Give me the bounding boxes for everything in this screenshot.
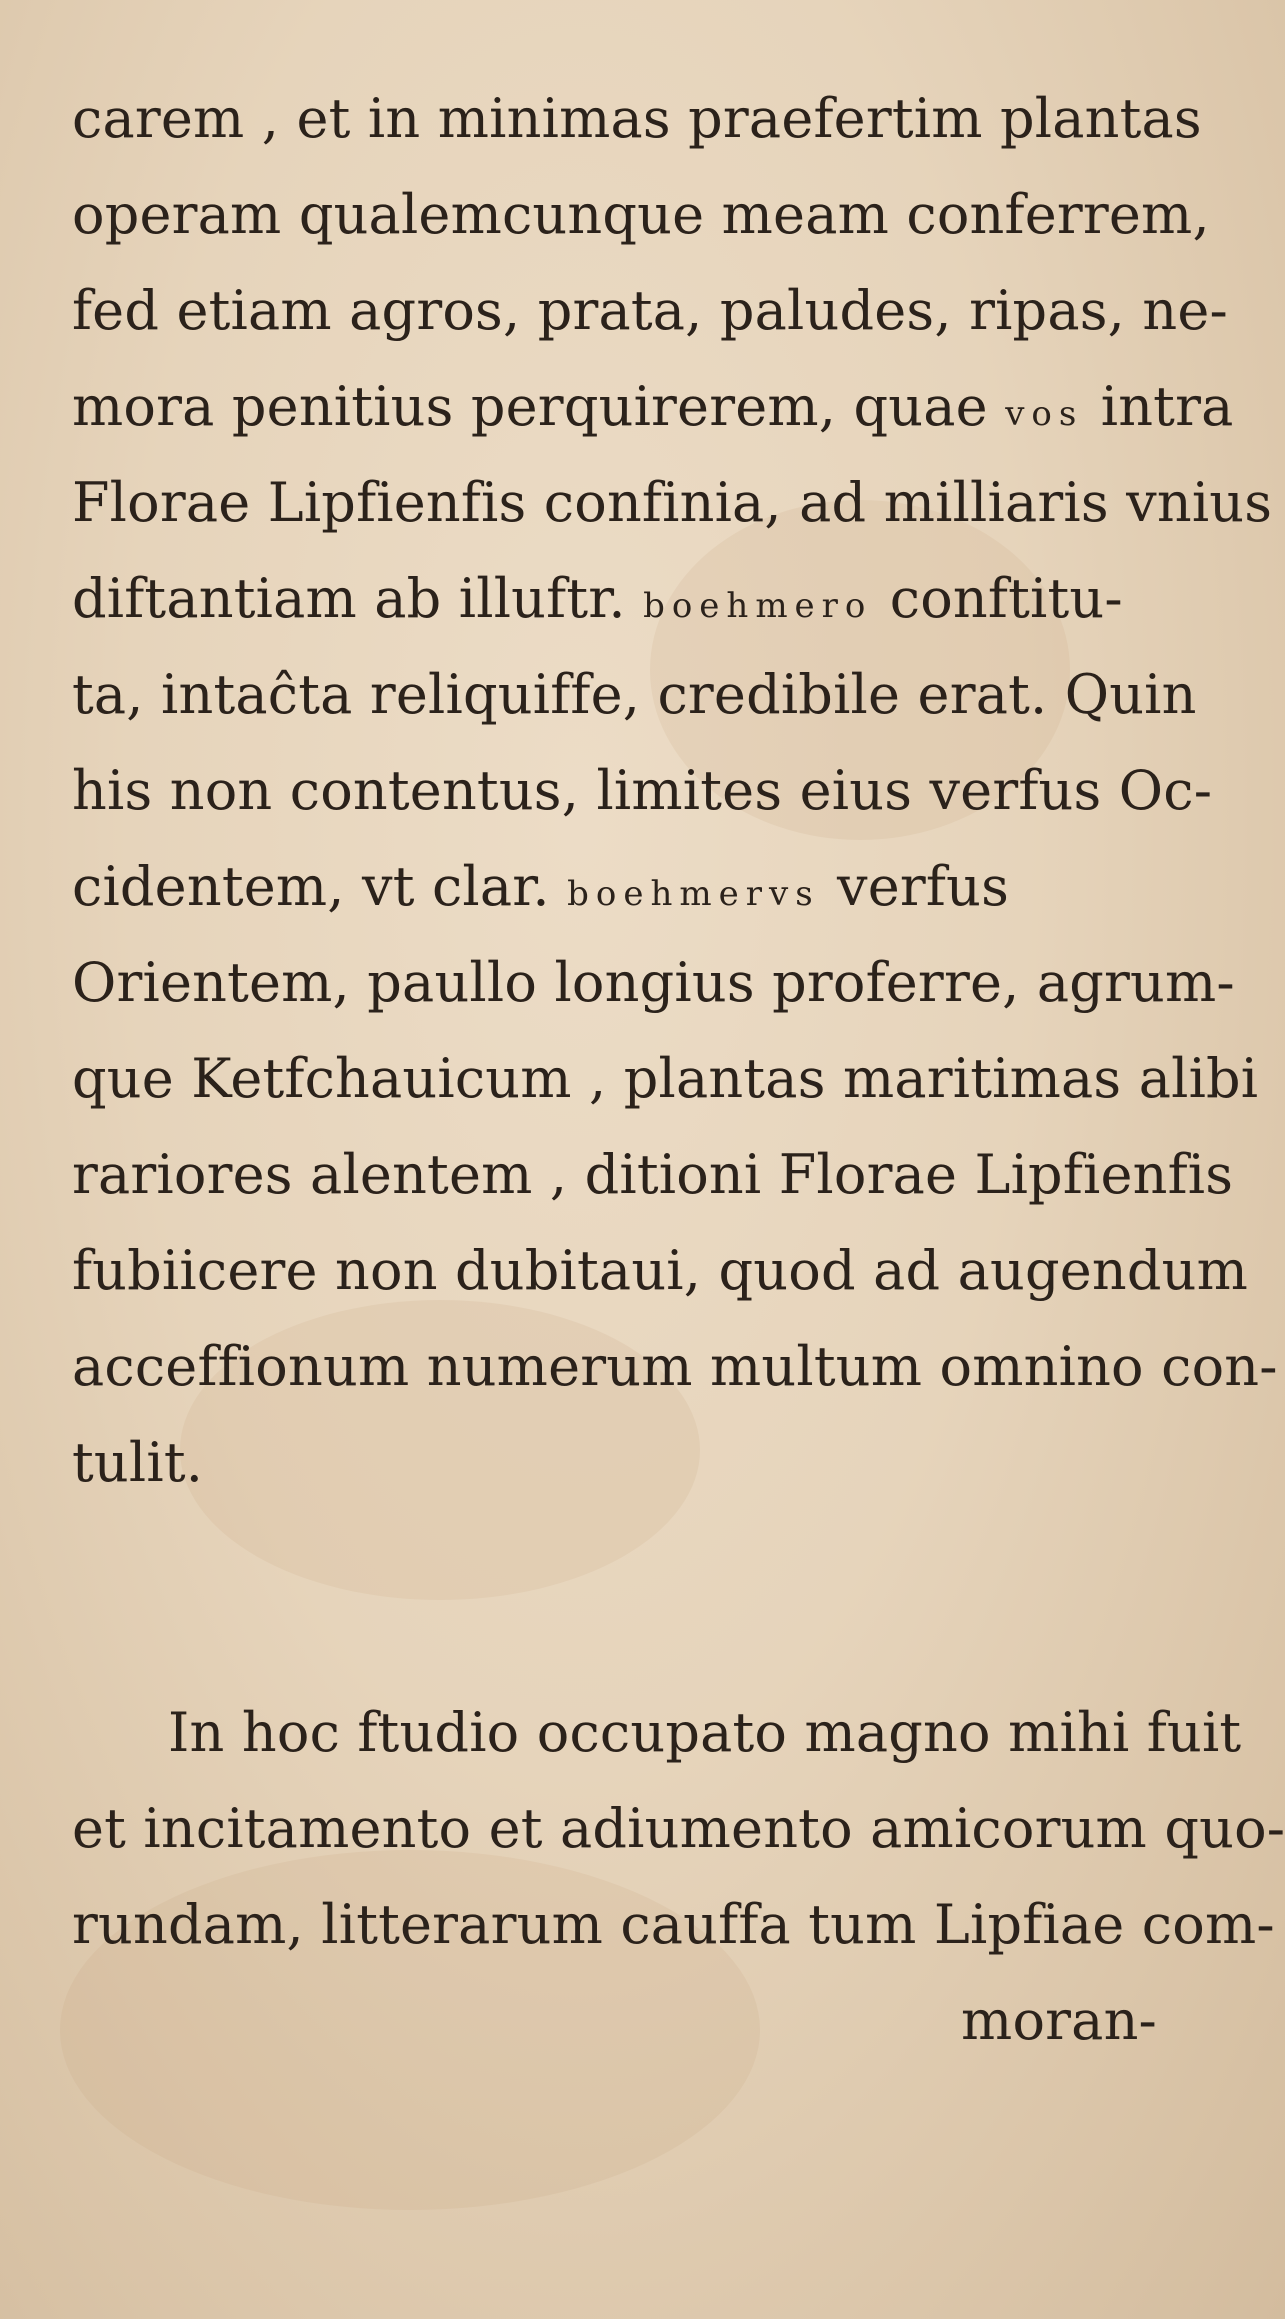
text-line-content: ta, intaĉta reliquiffe, credibile erat. Quin xyxy=(72,663,1197,726)
text-line-content: et incitamento et adiumento amicorum quo- xyxy=(72,1797,1285,1860)
text-line-content: Orientem, paullo longius proferre, agrum- xyxy=(72,951,1235,1014)
paragraph-first-line xyxy=(72,1700,1242,1766)
text-line xyxy=(72,1430,1157,1496)
text-line xyxy=(72,950,1235,1016)
text-line xyxy=(72,1892,1275,1958)
text-line-content: verfus xyxy=(837,855,1009,918)
text-line-content: tulit. xyxy=(72,1431,204,1494)
smallcaps-name: boehmervs xyxy=(567,874,820,914)
text-line xyxy=(72,662,1197,728)
text-line-content: rariores alentem , ditioni Florae Lipfienfis xyxy=(72,1143,1234,1206)
text-line xyxy=(72,1796,1285,1862)
text-line xyxy=(72,1142,1234,1208)
text-line-content: Florae Lipfienfis confinia, ad milliaris vnius xyxy=(72,471,1273,534)
text-line-content: intra xyxy=(1100,375,1234,438)
text-line-content: que Ketfchauicum , plantas maritimas alibi xyxy=(72,1047,1259,1110)
text-line-content: rundam, litterarum cauffa tum Lipfiae com- xyxy=(72,1893,1275,1956)
text-line xyxy=(72,470,1273,536)
text-line-content: fubiicere non dubitaui, quod ad augendum xyxy=(72,1239,1249,1302)
text-line-content: carem , et in minimas praefertim plantas xyxy=(72,87,1202,150)
text-line-content: In hoc ftudio occupato magno mihi fuit xyxy=(168,1701,1242,1764)
smallcaps-word: vos xyxy=(1005,394,1084,434)
text-line-content: diftantiam ab illuftr. xyxy=(72,567,626,630)
text-line-content: fed etiam agros, prata, paludes, ripas, ne- xyxy=(72,279,1228,342)
text-line-content: acceffionum numerum multum omnino con- xyxy=(72,1335,1278,1398)
text-line xyxy=(72,1046,1259,1112)
text-line-content: conftitu- xyxy=(889,567,1123,630)
text-line xyxy=(72,758,1213,824)
text-line-content: cidentem, vt clar. xyxy=(72,855,550,918)
smallcaps-name: boehmero xyxy=(643,586,873,626)
text-line xyxy=(72,1334,1278,1400)
text-line-content: mora penitius perquirerem, quae xyxy=(72,375,988,438)
text-line xyxy=(72,182,1210,248)
catchword xyxy=(72,1988,1157,2054)
text-line xyxy=(72,278,1228,344)
text-line xyxy=(72,566,1157,632)
text-line-content: his non contentus, limites eius verfus Oc- xyxy=(72,759,1213,822)
text-line-content: operam qualemcunque meam conferrem, xyxy=(72,183,1210,246)
catchword-text: moran- xyxy=(961,1989,1157,2052)
text-line xyxy=(72,1238,1249,1304)
text-line xyxy=(72,854,1157,920)
text-line xyxy=(72,86,1202,152)
text-line xyxy=(72,374,1234,440)
